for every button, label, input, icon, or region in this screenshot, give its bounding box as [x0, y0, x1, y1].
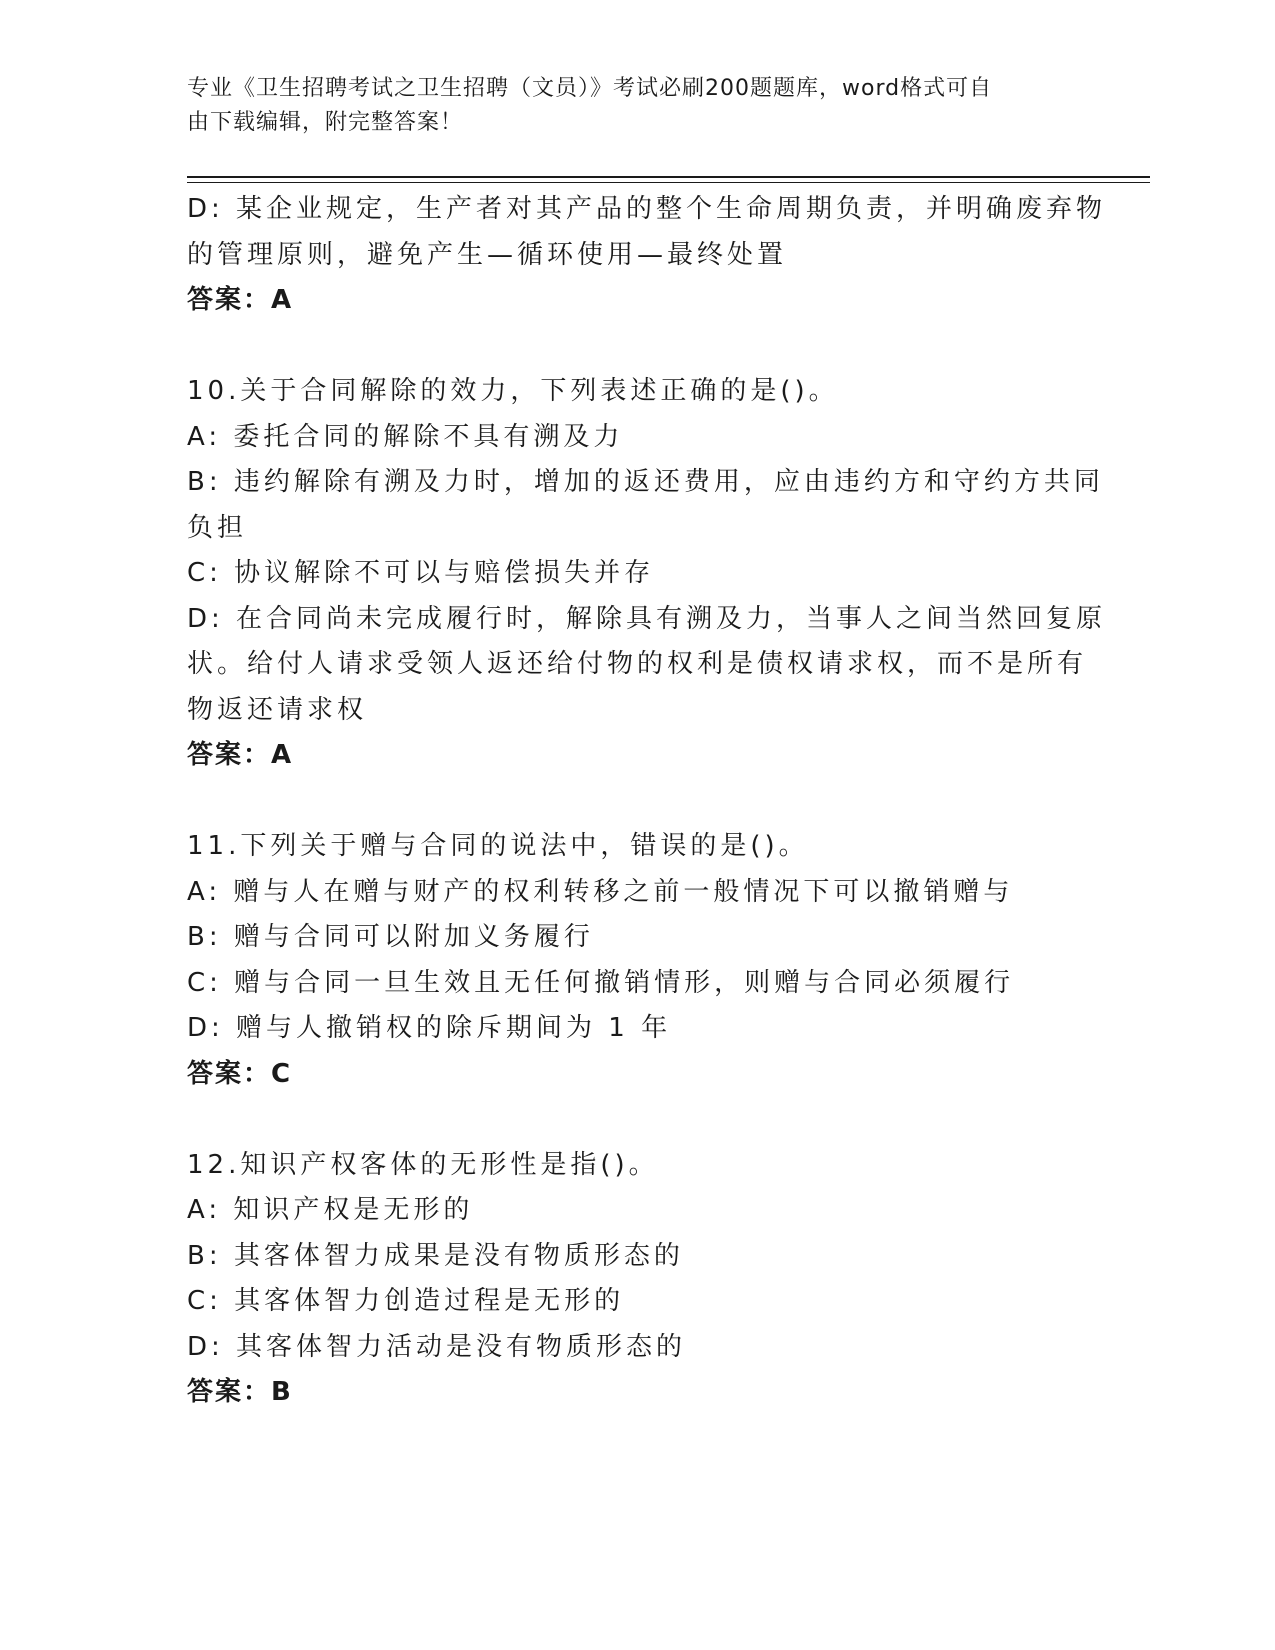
- spacer: [187, 1097, 1077, 1143]
- option-line: B: 其客体智力成果是没有物质形态的: [187, 1240, 684, 1271]
- header-rule-thin: [187, 182, 1150, 183]
- document-body: [187, 187, 1107, 1416]
- option-line: A: 赠与人在赠与财产的权利转移之前一般情况下可以撤销赠与: [187, 876, 1014, 907]
- document-header: [187, 72, 1067, 140]
- option-line: 的管理原则，避免产生—循环使用—最终处置: [187, 239, 788, 270]
- option-line: B: 违约解除有溯及力时，增加的返还费用，应由违约方和守约方共同: [187, 467, 1104, 497]
- question-block-prev: [187, 187, 1107, 324]
- question-title: 10.关于合同解除的效力，下列表述正确的是()。: [187, 376, 839, 406]
- option-line: B: 赠与合同可以附加义务履行: [187, 922, 594, 952]
- option-line: A: 委托合同的解除不具有溯及力: [187, 421, 624, 452]
- option-line: 物返还请求权: [187, 694, 368, 725]
- option-line: 负担: [187, 512, 248, 543]
- answer-line: 答案：A: [187, 740, 294, 770]
- option-line: D: 赠与人撤销权的除斥期间为 1 年: [187, 1013, 672, 1043]
- answer-line: 答案：B: [187, 1377, 293, 1407]
- question-block-11: [187, 824, 1077, 1097]
- spacer: [187, 324, 1077, 370]
- header-line-2: 由下载编辑，附完整答案！: [187, 110, 464, 135]
- option-line: D: 某企业规定，生产者对其产品的整个生命周期负责，并明确废弃物: [187, 194, 1107, 224]
- option-line: D: 其客体智力活动是没有物质形态的: [187, 1331, 687, 1362]
- spacer: [187, 779, 1077, 825]
- question-block-12: [187, 1143, 1077, 1416]
- header-rule-thick: [187, 176, 1150, 178]
- question-block-10: [187, 369, 1107, 779]
- header-line-1: 专业《卫生招聘考试之卫生招聘（文员）》考试必刷200题题库，word格式可自: [187, 76, 993, 101]
- option-line: A: 知识产权是无形的: [187, 1195, 474, 1225]
- question-title: 12.知识产权客体的无形性是指()。: [187, 1149, 659, 1180]
- option-line: 状。给付人请求受领人返还给付物的权利是债权请求权，而不是所有: [187, 649, 1088, 679]
- option-line: C: 其客体智力创造过程是无形的: [187, 1286, 625, 1316]
- option-line: D: 在合同尚未完成履行时，解除具有溯及力，当事人之间当然回复原: [187, 603, 1107, 634]
- answer-line: 答案：C: [187, 1058, 293, 1089]
- answer-line: 答案：A: [187, 285, 294, 315]
- option-line: C: 赠与合同一旦生效且无任何撤销情形，则赠与合同必须履行: [187, 967, 1015, 998]
- question-title: 11.下列关于赠与合同的说法中，错误的是()。: [187, 831, 809, 861]
- option-line: C: 协议解除不可以与赔偿损失并存: [187, 558, 655, 588]
